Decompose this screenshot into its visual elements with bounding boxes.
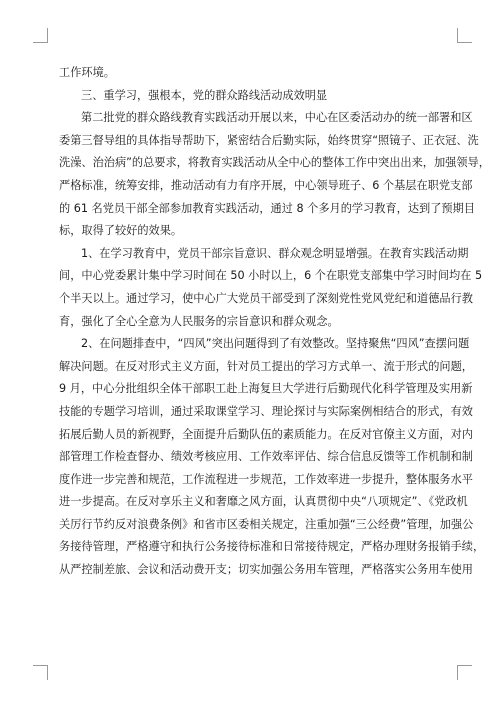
- text-line: 委第三督导组的具体指导帮助下，紧密结合后勤实际，始终贯穿“照镜子、正衣冠、洗: [59, 133, 479, 147]
- text-line: 工作环境。: [59, 66, 115, 79]
- text-line: 三、重学习，强根本，党的群众路线活动成效明显: [81, 88, 328, 102]
- text-line: 间，中心党委累计集中学习时间在 50 小时以上，6 个在职党支部集中学习时间均在 5: [59, 269, 483, 283]
- text-line: 拓展后勤人员的新视野，全面提升后勤队伍的素质能力。在反对官僚主义方面，对内: [59, 427, 473, 441]
- text-line: 技能的专题学习培训，通过采取课堂学习、理论探讨与实际案例相结合的形式，有效: [59, 404, 473, 418]
- text-line: 的 61 名党员干部全部参加教育实践活动，通过 8 个多月的学习教育，达到了预期目: [59, 201, 475, 215]
- text-line: 从严控制差旅、会议和活动费开支；切实加强公务用车管理，严格落实公务用车使用: [59, 563, 473, 577]
- crop-mark-top-right: [457, 28, 472, 43]
- text-line: 1、在学习教育中，党员干部宗旨意识、群众观念明显增强。在教育实践活动期: [81, 246, 469, 260]
- text-line: 解决问题。在反对形式主义方面，针对员工提出的学习方式单一、流于形式的问题，: [59, 359, 473, 373]
- crop-mark-bottom-right: [457, 665, 472, 680]
- text-line: 关厉行节约反对浪费条例》和省市区委相关规定，注重加强“三公经费”管理，加强公: [59, 517, 474, 531]
- text-line: 育，强化了全心全意为人民服务的宗旨意识和群众观念。: [59, 314, 339, 328]
- text-line: 9 月，中心分批组织全体干部职工赴上海复旦大学进行后勤现代化科学管理及实用新: [59, 382, 473, 396]
- document-body: [59, 62, 490, 582]
- text-line: 部管理工作检查督办、绩效考核应用、工作效率评估、综合信息反馈等工作机制和制: [59, 450, 473, 464]
- crop-mark-bottom-left: [33, 665, 48, 680]
- text-line: 严格标准，统筹安排，推动活动有力有序开展，中心领导班子、6 个基层在职党支部: [59, 178, 473, 192]
- crop-mark-top-left: [33, 28, 48, 43]
- text-line: 度作进一步完善和规范，工作流程进一步规范，工作效率进一步提升，整体服务水平: [59, 472, 473, 486]
- text-line: 2、在问题排查中，“四风”突出问题得到了有效整改。坚持聚焦“四风”查摆问题: [81, 337, 470, 351]
- text-line: 务接待管理，严格遵守和执行公务接待标准和日常接待规定，严格办理财务报销手续，: [59, 540, 485, 554]
- text-line: 标，取得了较好的效果。: [59, 224, 183, 238]
- text-line: 个半天以上。通过学习，使中心广大党员干部受到了深刻党性党风党纪和道德品行教: [59, 291, 473, 305]
- text-line: 进一步提高。在反对享乐主义和奢靡之风方面，认真贯彻中央“八项规定”、《党政机: [59, 495, 468, 509]
- text-line: 第二批党的群众路线教育实践活动开展以来，中心在区委活动办的统一部署和区: [81, 111, 473, 125]
- text-line: 洗澡、治治病”的总要求，将教育实践活动从全中心的整体工作中突出出来，加强领导，: [59, 156, 490, 170]
